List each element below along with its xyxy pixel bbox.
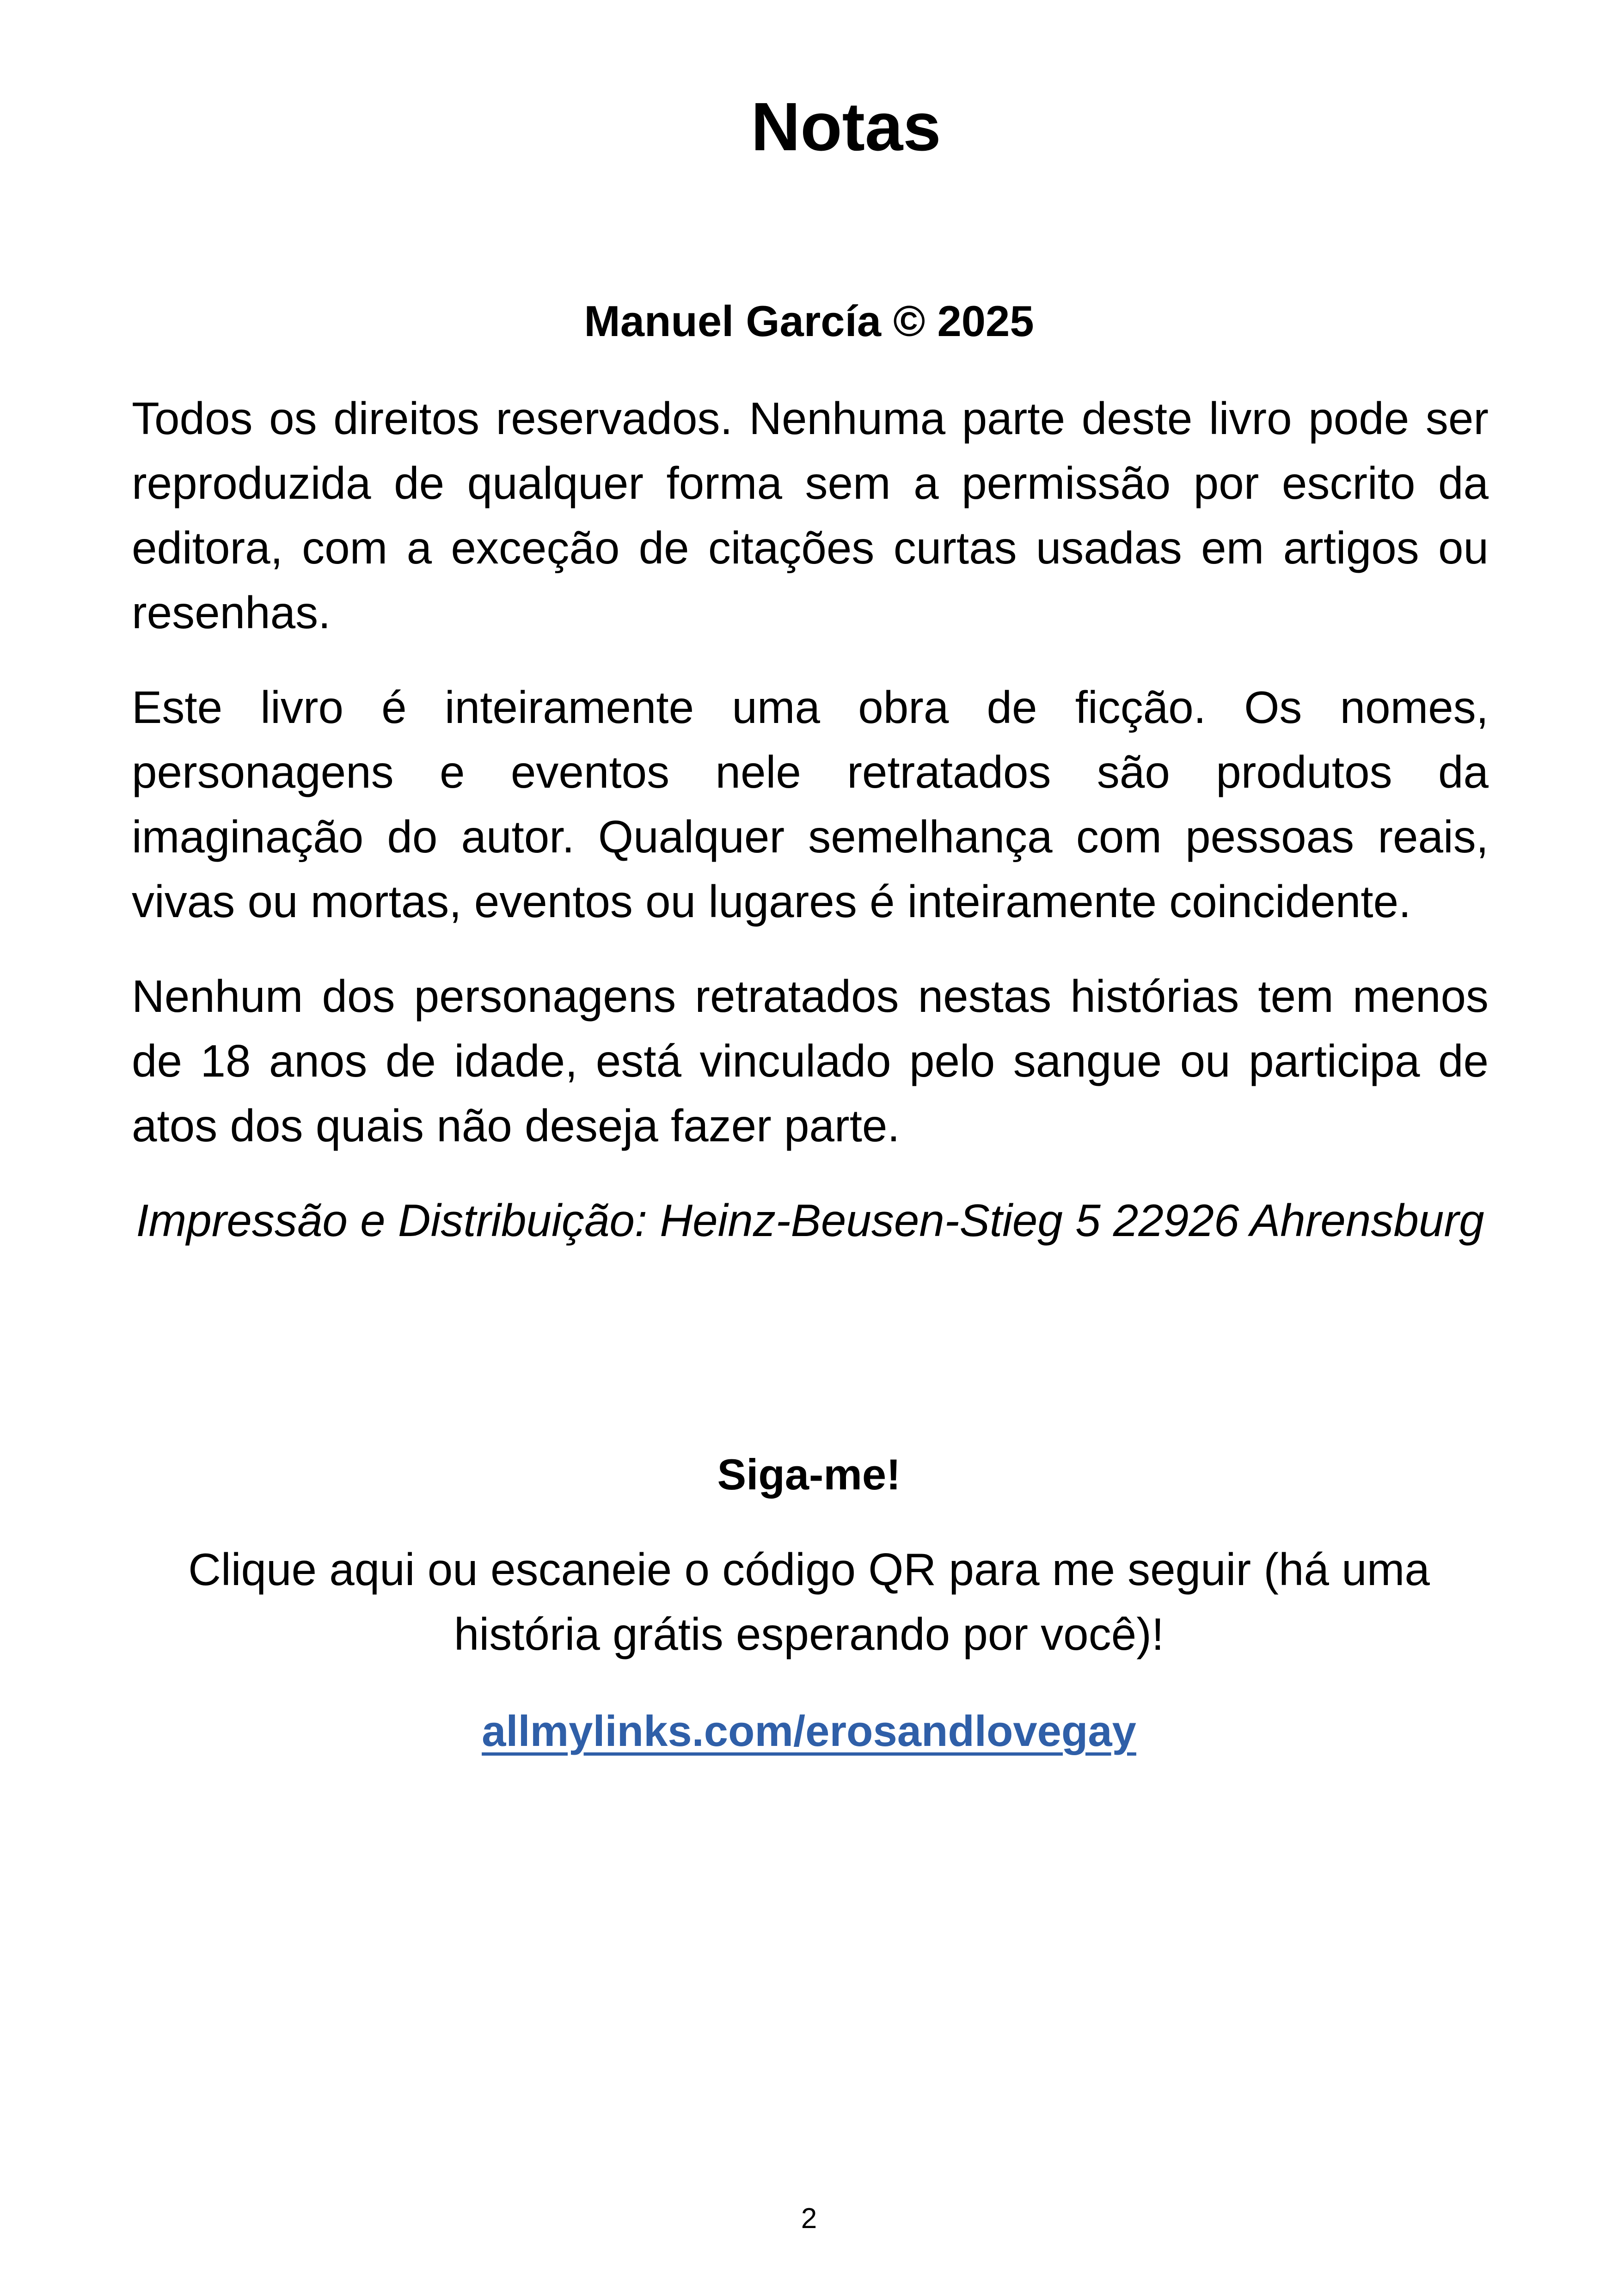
follow-link[interactable]: allmylinks.com/erosandlovegay <box>482 1707 1136 1755</box>
fiction-paragraph-block <box>132 675 1489 934</box>
follow-description: Clique aqui ou escaneie o código QR para me seguir (há uma história grátis esperando por você)! <box>188 1544 1430 1659</box>
follow-heading: Siga-me! <box>717 1450 901 1499</box>
rights-paragraph-block <box>132 386 1489 645</box>
age-paragraph-block <box>132 964 1489 1158</box>
fiction-disclaimer-paragraph: Este livro é inteiramente uma obra de ficção. Os nomes, personagens e eventos nele retratados são produtos da imaginação do autor. Qualquer semelhança com pessoas reais, vivas ou mortas, eventos ou lugares é inteiramente coincidente. <box>132 682 1489 927</box>
page-title: Notas <box>751 89 941 165</box>
age-disclaimer-paragraph: Nenhum dos personagens retratados nestas histórias tem menos de 18 anos de idade, está vinculado pelo sangue ou participa de atos dos quais não deseja fazer parte. <box>132 971 1489 1151</box>
rights-paragraph: Todos os direitos reservados. Nenhuma parte deste livro pode ser reproduzida de qualquer forma sem a permissão por escrito da editora, com a exceção de citações curtas usadas em artigos ou resenhas. <box>132 393 1489 638</box>
page-number: 2 <box>801 2203 817 2235</box>
copyright-line: Manuel García © 2025 <box>584 297 1034 345</box>
imprint-address: Impressão e Distribuição: Heinz-Beusen-Stieg 5 22926 Ahrensburg <box>136 1195 1484 1246</box>
